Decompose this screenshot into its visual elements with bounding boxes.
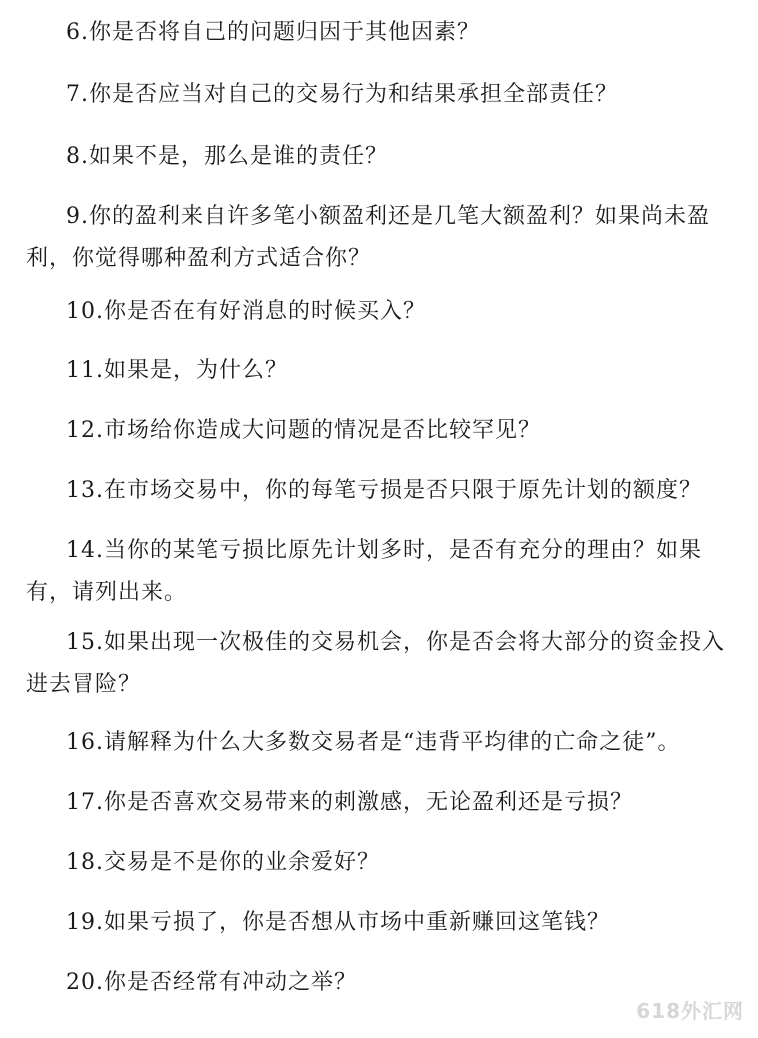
question-19: 19.如果亏损了，你是否想从市场中重新赚回这笔钱？ xyxy=(66,910,610,935)
question-9: 9.你的盈利来自许多笔小额盈利还是几笔大额盈利？如果尚未盈利，你觉得哪种盈利方式适合你？ xyxy=(26,204,710,271)
question-14: 14.当你的某笔亏损比原先计划多时，是否有充分的理由？如果有，请列出来。 xyxy=(26,538,702,605)
question-6: 6.你是否将自己的问题归因于其他因素？ xyxy=(66,20,480,45)
question-12: 12.市场给你造成大问题的情况是否比较罕见？ xyxy=(66,418,541,443)
question-18: 18.交易是不是你的业余爱好？ xyxy=(66,850,380,875)
question-16: 16.请解释为什么大多数交易者是“违背平均律的亡命之徒”。 xyxy=(66,730,681,755)
question-17: 17.你是否喜欢交易带来的刺激感，无论盈利还是亏损？ xyxy=(66,790,633,815)
question-20: 20.你是否经常有冲动之举？ xyxy=(66,970,357,995)
watermark-logo: 618外汇网 xyxy=(636,999,744,1023)
question-8: 8.如果不是，那么是谁的责任？ xyxy=(66,144,388,169)
question-13: 13.在市场交易中，你的每笔亏损是否只限于原先计划的额度？ xyxy=(66,478,702,503)
question-15: 15.如果出现一次极佳的交易机会，你是否会将大部分的资金投入进去冒险？ xyxy=(26,630,725,697)
question-10: 10.你是否在有好消息的时候买入？ xyxy=(66,299,426,324)
question-11: 11.如果是，为什么？ xyxy=(66,358,288,383)
question-7: 7.你是否应当对自己的交易行为和结果承担全部责任？ xyxy=(66,82,618,107)
